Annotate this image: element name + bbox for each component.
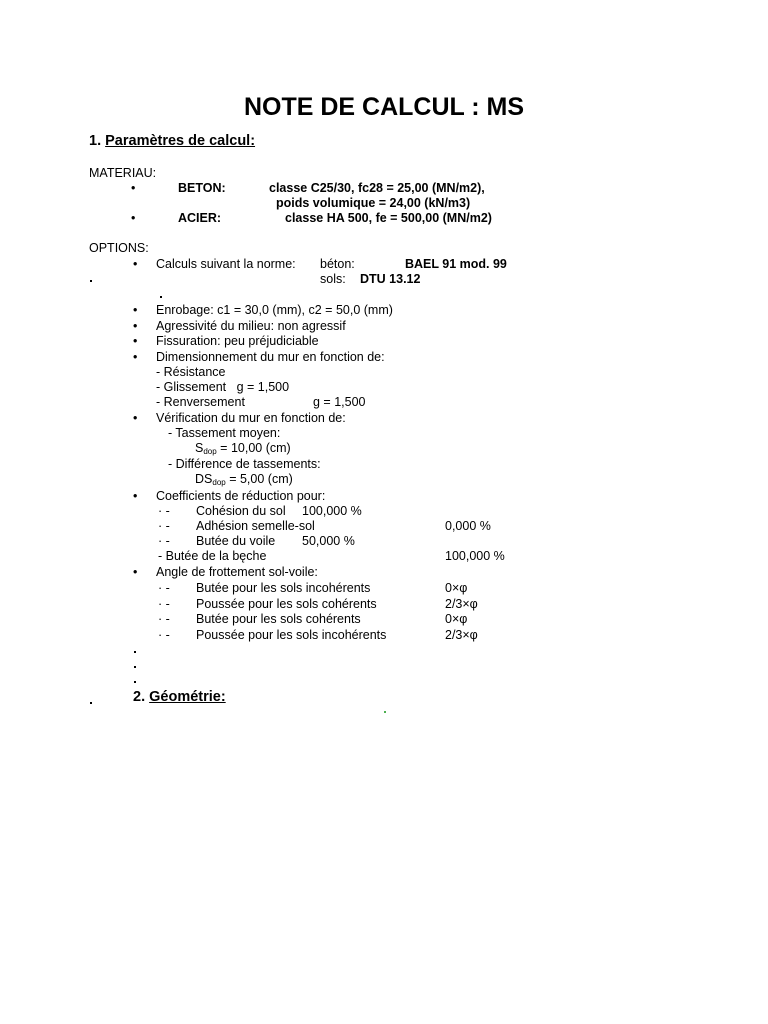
s-dop-value: $S_{dop} = 10,00$ (cm) <box>195 441 291 456</box>
stray-dot <box>90 702 92 704</box>
bullet: • <box>133 411 138 425</box>
beton-key: béton: <box>320 257 355 271</box>
beton-line-1: classe C25/30, fc28 = 25,00 (MN/m2), <box>269 181 485 195</box>
norme-label: Calculs suivant la norme: <box>156 257 296 271</box>
list-marker: · - <box>158 612 170 626</box>
coef-inline-value: 50,000 % <box>302 534 355 548</box>
bullet: • <box>133 303 138 317</box>
beton-norme: BAEL 91 mod. 99 <box>405 257 507 271</box>
list-marker: · - <box>158 504 170 518</box>
sols-norme: DTU 13.12 <box>360 272 421 286</box>
glissement: - Glissement g = 1,500 <box>156 380 290 394</box>
section-1-number: 1. <box>89 133 102 149</box>
sols-key: sols: <box>320 272 346 286</box>
beton-label: BETON: <box>178 181 226 195</box>
section-2-number: 2. <box>133 689 146 705</box>
angle-label: Poussée pour les sols incohérents <box>196 628 387 642</box>
section-1-heading <box>89 133 255 150</box>
list-marker: · - <box>158 519 170 533</box>
resistance: - Résistance <box>156 365 226 379</box>
angle-frottement: Angle de frottement sol-voile: <box>156 565 318 579</box>
section-2-heading <box>133 689 226 706</box>
angle-value: 0×φ <box>445 581 468 595</box>
renversement-value: g = 1,500 <box>313 395 366 409</box>
fissuration: Fissuration: peu préjudiciable <box>156 334 319 348</box>
agressivite: Agressivité du milieu: non agressif <box>156 319 346 333</box>
angle-label: Butée pour les sols incohérents <box>196 581 371 595</box>
renversement-label: - Renversement <box>156 395 245 409</box>
list-marker: · - <box>158 597 170 611</box>
stray-dot <box>134 651 136 653</box>
coefficients: Coefficients de réduction pour: <box>156 489 326 503</box>
bullet: • <box>133 565 138 579</box>
coef-label: Butée du voile <box>196 534 276 548</box>
coef-label: Cohésion du sol <box>196 504 286 518</box>
bullet: • <box>131 181 136 195</box>
materiau-label: MATERIAU: <box>89 166 157 180</box>
dimensionnement: Dimensionnement du mur en fonction de: <box>156 350 385 364</box>
bullet: • <box>133 489 138 503</box>
coef-value: 0,000 % <box>445 519 491 533</box>
list-marker: · - <box>158 628 170 642</box>
stray-dot <box>134 681 136 683</box>
coef-label: Adhésion semelle-sol <box>196 519 315 533</box>
angle-value: 0×φ <box>445 612 468 626</box>
options-label: OPTIONS: <box>89 241 149 255</box>
angle-label: Butée pour les sols cohérents <box>196 612 361 626</box>
stray-dot <box>134 666 136 668</box>
bullet: • <box>133 319 138 333</box>
tassement-moyen: - Tassement moyen: <box>168 426 281 440</box>
stray-dot <box>160 296 162 298</box>
verification: Vérification du mur en fonction de: <box>156 411 346 425</box>
list-marker: · - <box>158 534 170 548</box>
coef-label: - Butée de la bęche <box>158 549 267 563</box>
coef-inline-value: 100,000 % <box>302 504 362 518</box>
angle-value: 2/3×φ <box>445 597 478 611</box>
bullet: • <box>133 257 138 271</box>
bullet: • <box>131 211 136 225</box>
list-marker: · - <box>158 581 170 595</box>
coef-value: 100,000 % <box>445 549 505 563</box>
enrobage: Enrobage: c1 = 30,0 (mm), c2 = 50,0 (mm) <box>156 303 393 317</box>
stray-green-mark <box>384 711 386 713</box>
difference-tassements: - Différence de tassements: <box>168 457 321 471</box>
stray-dot <box>90 280 92 282</box>
bullet: • <box>133 334 138 348</box>
beton-line-2: poids volumique = 24,00 (kN/m3) <box>276 196 471 210</box>
ds-dop-value: $DS_{dop} = 5,00$ (cm) <box>195 472 293 487</box>
section-1-title: Paramètres de calcul: <box>105 133 256 149</box>
section-2-title: Géométrie: <box>149 689 226 705</box>
acier-value: classe HA 500, fe = 500,00 (MN/m2) <box>285 211 492 225</box>
acier-label: ACIER: <box>178 211 222 225</box>
angle-label: Poussée pour les sols cohérents <box>196 597 377 611</box>
page-title: NOTE DE CALCUL : MS <box>243 93 525 121</box>
angle-value: 2/3×φ <box>445 628 478 642</box>
bullet: • <box>133 350 138 364</box>
